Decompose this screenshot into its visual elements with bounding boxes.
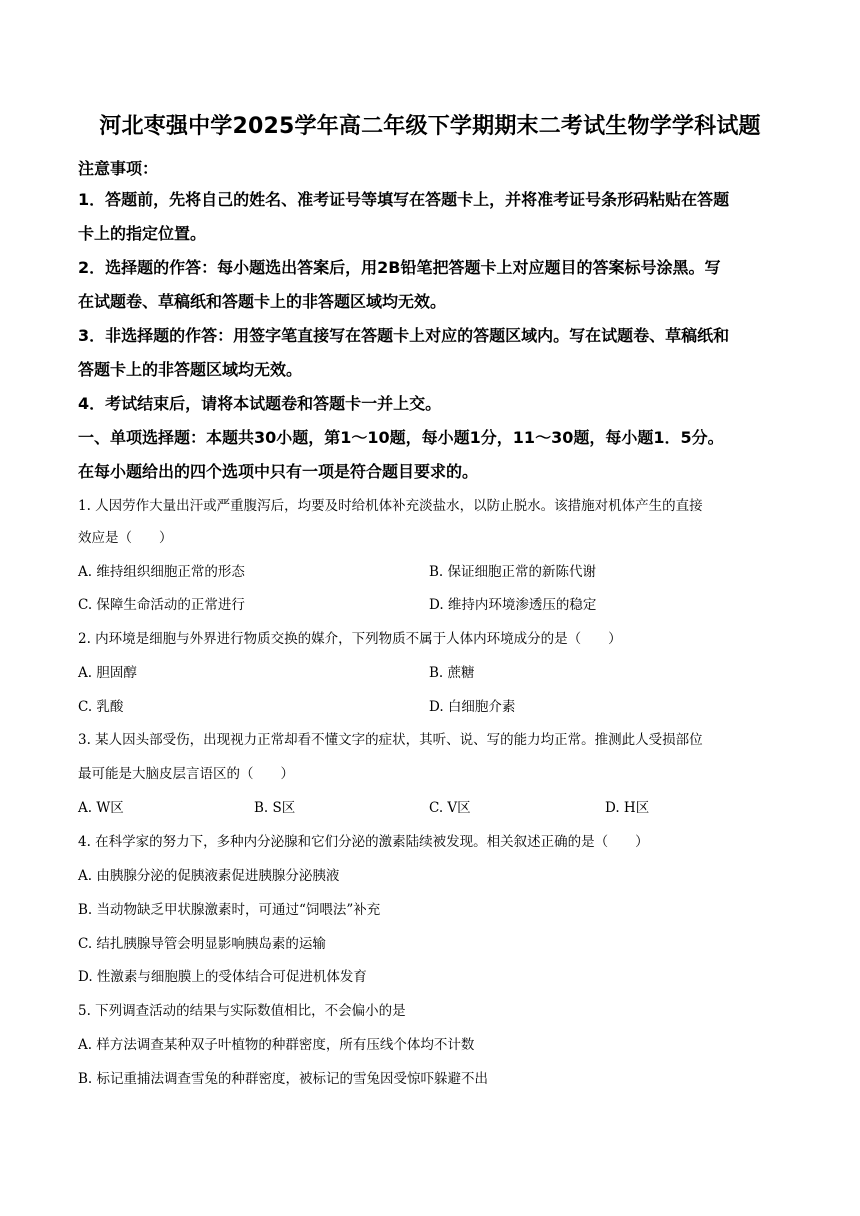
notice-item-4: 4．考试结束后，请将本试题卷和答题卡一并上交。 [78,394,442,413]
question-2-option-d: D. 白细胞介素 [429,699,516,715]
question-1-stem-line-1: 1. 人因劳作大量出汗或严重腹泻后，均要及时给机体补充淡盐水，以防止脱水。该措施对机体产生的直接 [78,498,703,514]
question-2-stem: 2. 内环境是细胞与外界进行物质交换的媒介，下列物质不属于人体内环境成分的是（ ） [78,631,622,647]
question-2-option-a: A. 胆固醇 [78,665,137,681]
question-5-option-b: B. 标记重捕法调查雪兔的种群密度，被标记的雪兔因受惊吓躲避不出 [78,1071,489,1087]
notice-item-2-line-1: 2．选择题的作答：每小题选出答案后，用2B铅笔把答题卡上对应题目的答案标号涂黑。写 [78,258,721,277]
question-4-option-d: D. 性激素与细胞膜上的受体结合可促进机体发育 [78,969,367,985]
question-3-option-c: C. V区 [429,800,471,816]
question-3-option-d: D. H区 [605,800,650,816]
question-4-option-b: B. 当动物缺乏甲状腺激素时，可通过“饲喂法”补充 [78,902,381,918]
notice-heading: 注意事项： [78,159,159,178]
question-1-option-b: B. 保证细胞正常的新陈代谢 [429,564,597,580]
question-1-option-c: C. 保障生命活动的正常进行 [78,597,245,613]
exam-title: 河北枣强中学2025学年高二年级下学期期末二考试生物学学科试题 [99,114,761,139]
question-4-option-c: C. 结扎胰腺导管会明显影响胰岛素的运输 [78,936,326,952]
question-2-option-b: B. 蔗糖 [429,665,475,681]
notice-item-3-line-2: 答题卡上的非答题区域均无效。 [78,360,303,379]
notice-item-1-line-1: 1．答题前，先将自己的姓名、准考证号等填写在答题卡上，并将准考证号条形码粘贴在答题 [78,190,730,209]
question-2-option-c: C. 乳酸 [78,699,124,715]
question-4-stem: 4. 在科学家的努力下，多种内分泌腺和它们分泌的激素陆续被发现。相关叙述正确的是（ ） [78,834,649,850]
question-1-stem-line-2: 效应是（ ） [78,530,173,546]
notice-item-2-line-2: 在试题卷、草稿纸和答题卡上的非答题区域均无效。 [78,292,447,311]
section-1-header-line-1: 一、单项选择题：本题共30小题，第1～10题，每小题1分，11～30题，每小题1．5分。 [78,428,724,447]
question-1-option-a: A. 维持组织细胞正常的形态 [78,564,245,580]
question-3-option-a: A. W区 [78,800,124,816]
question-5-option-a: A. 样方法调查某种双子叶植物的种群密度，所有压线个体均不计数 [78,1037,475,1053]
question-3-stem-line-1: 3. 某人因头部受伤，出现视力正常却看不懂文字的症状，其听、说、写的能力均正常。推测此人受损部位 [78,732,703,748]
notice-item-1-line-2: 卡上的指定位置。 [78,224,207,243]
question-5-stem: 5. 下列调查活动的结果与实际数值相比，不会偏小的是 [78,1003,406,1019]
notice-item-3-line-1: 3．非选择题的作答：用签字笔直接写在答题卡上对应的答题区域内。写在试题卷、草稿纸和 [78,326,730,345]
question-3-option-b: B. S区 [254,800,296,816]
question-3-stem-line-2: 最可能是大脑皮层言语区的（ ） [78,766,294,782]
question-1-option-d: D. 维持内环境渗透压的稳定 [429,597,597,613]
section-1-header-line-2: 在每小题给出的四个选项中只有一项是符合题目要求的。 [78,462,479,481]
question-4-option-a: A. 由胰腺分泌的促胰液素促进胰腺分泌胰液 [78,868,340,884]
